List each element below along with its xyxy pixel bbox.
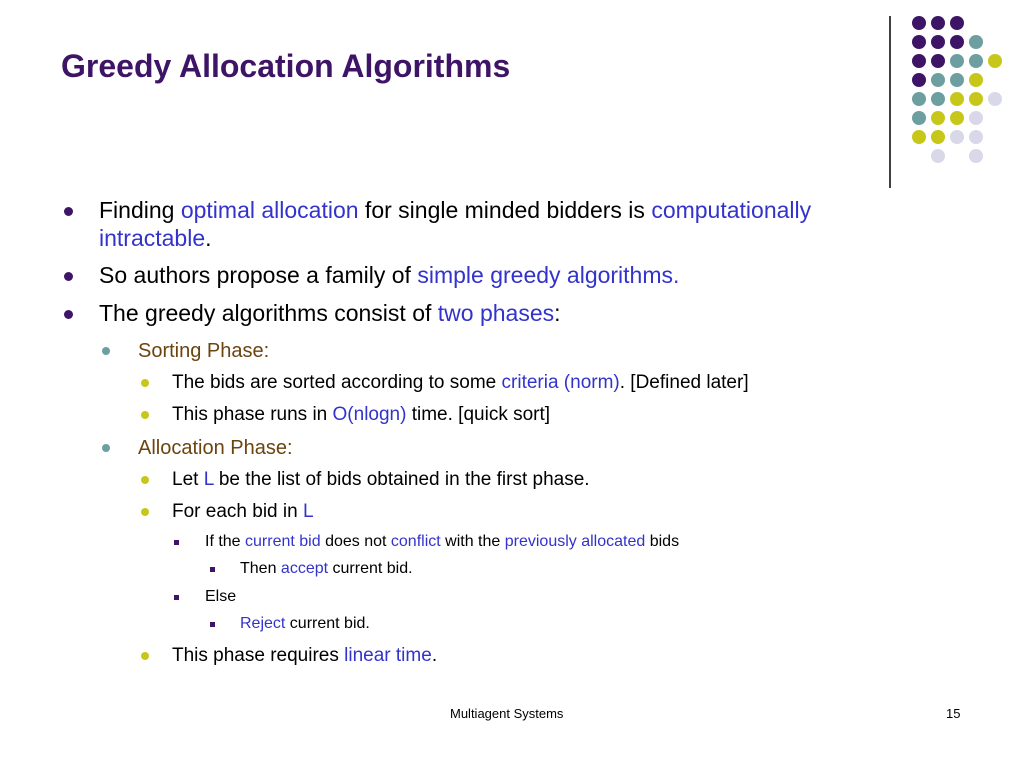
bullet-dot xyxy=(64,272,73,281)
highlight-optimal-allocation: optimal allocation xyxy=(180,197,359,223)
slide-title: Greedy Allocation Algorithms xyxy=(61,48,511,84)
bullet-dot xyxy=(64,310,73,319)
text: This phase requires xyxy=(172,645,345,666)
allocation-foreach-item xyxy=(172,500,314,524)
highlight-l: L xyxy=(302,501,314,522)
text: time. [quick sort] xyxy=(406,404,551,425)
bullet-dot xyxy=(64,207,73,216)
text: If the xyxy=(205,533,246,550)
text: for single minded bidders is xyxy=(358,197,652,223)
bullet-finding-allocation xyxy=(99,196,811,224)
bullet-finding-allocation-cont xyxy=(99,224,212,252)
highlight-criteria: criteria (norm) xyxy=(501,372,620,393)
text: does not xyxy=(320,533,391,550)
bullet-square xyxy=(174,595,179,600)
allocation-linear-item xyxy=(172,644,437,668)
footer-page-number: 15 xyxy=(946,706,961,721)
bullet-greedy-family xyxy=(99,261,679,289)
highlight-reject: Reject xyxy=(240,615,286,632)
text: Finding xyxy=(99,197,181,223)
text: with the xyxy=(440,533,505,550)
highlight-onlogn: O(nlogn) xyxy=(332,404,407,425)
text: . xyxy=(431,645,438,666)
bullet-dot xyxy=(141,379,149,387)
bullet-dot xyxy=(102,444,110,452)
bullet-square xyxy=(210,567,215,572)
sorting-phase-heading: Sorting Phase: xyxy=(138,340,270,362)
text: bids xyxy=(645,533,680,550)
highlight-simple-greedy: simple greedy algorithms. xyxy=(417,262,680,288)
text: The bids are sorted according to some xyxy=(172,372,502,393)
allocation-let-item xyxy=(172,468,590,492)
bullet-square xyxy=(210,622,215,627)
sorting-criteria-item xyxy=(172,371,749,395)
highlight-accept: accept xyxy=(280,560,329,577)
bullet-square xyxy=(174,540,179,545)
text: Then xyxy=(240,560,281,577)
allocation-if-item xyxy=(205,532,679,552)
highlight-two-phases: two phases xyxy=(437,300,555,326)
sorting-runtime-item xyxy=(172,403,550,427)
text: be the list of bids obtained in the first phase. xyxy=(213,469,590,490)
text: current bid. xyxy=(285,615,370,632)
text: For each bid in xyxy=(172,501,303,522)
text: Let xyxy=(172,469,204,490)
highlight-previously-allocated: previously allocated xyxy=(504,533,646,550)
bullet-two-phases xyxy=(99,299,561,327)
text: The greedy algorithms consist of xyxy=(99,300,438,326)
text: So authors propose a family of xyxy=(99,262,418,288)
text: . xyxy=(205,225,212,251)
footer-course-name: Multiagent Systems xyxy=(450,706,564,721)
bullet-dot xyxy=(141,411,149,419)
bullet-dot xyxy=(141,508,149,516)
text: . [Defined later] xyxy=(619,372,749,393)
allocation-reject-item xyxy=(240,614,370,634)
highlight-linear-time: linear time xyxy=(344,645,432,666)
bullet-dot xyxy=(141,476,149,484)
highlight-computationally: computationally xyxy=(651,197,812,223)
bullet-dot xyxy=(102,347,110,355)
highlight-conflict: conflict xyxy=(390,533,441,550)
bullet-dot xyxy=(141,652,149,660)
text: This phase runs in xyxy=(172,404,333,425)
text: current bid. xyxy=(328,560,413,577)
text: : xyxy=(554,300,561,326)
allocation-then-item xyxy=(240,559,413,579)
allocation-phase-heading: Allocation Phase: xyxy=(138,437,293,459)
highlight-intractable: intractable xyxy=(99,225,206,251)
highlight-current-bid: current bid xyxy=(245,533,321,550)
allocation-else-item: Else xyxy=(205,588,237,605)
highlight-l: L xyxy=(203,469,214,490)
